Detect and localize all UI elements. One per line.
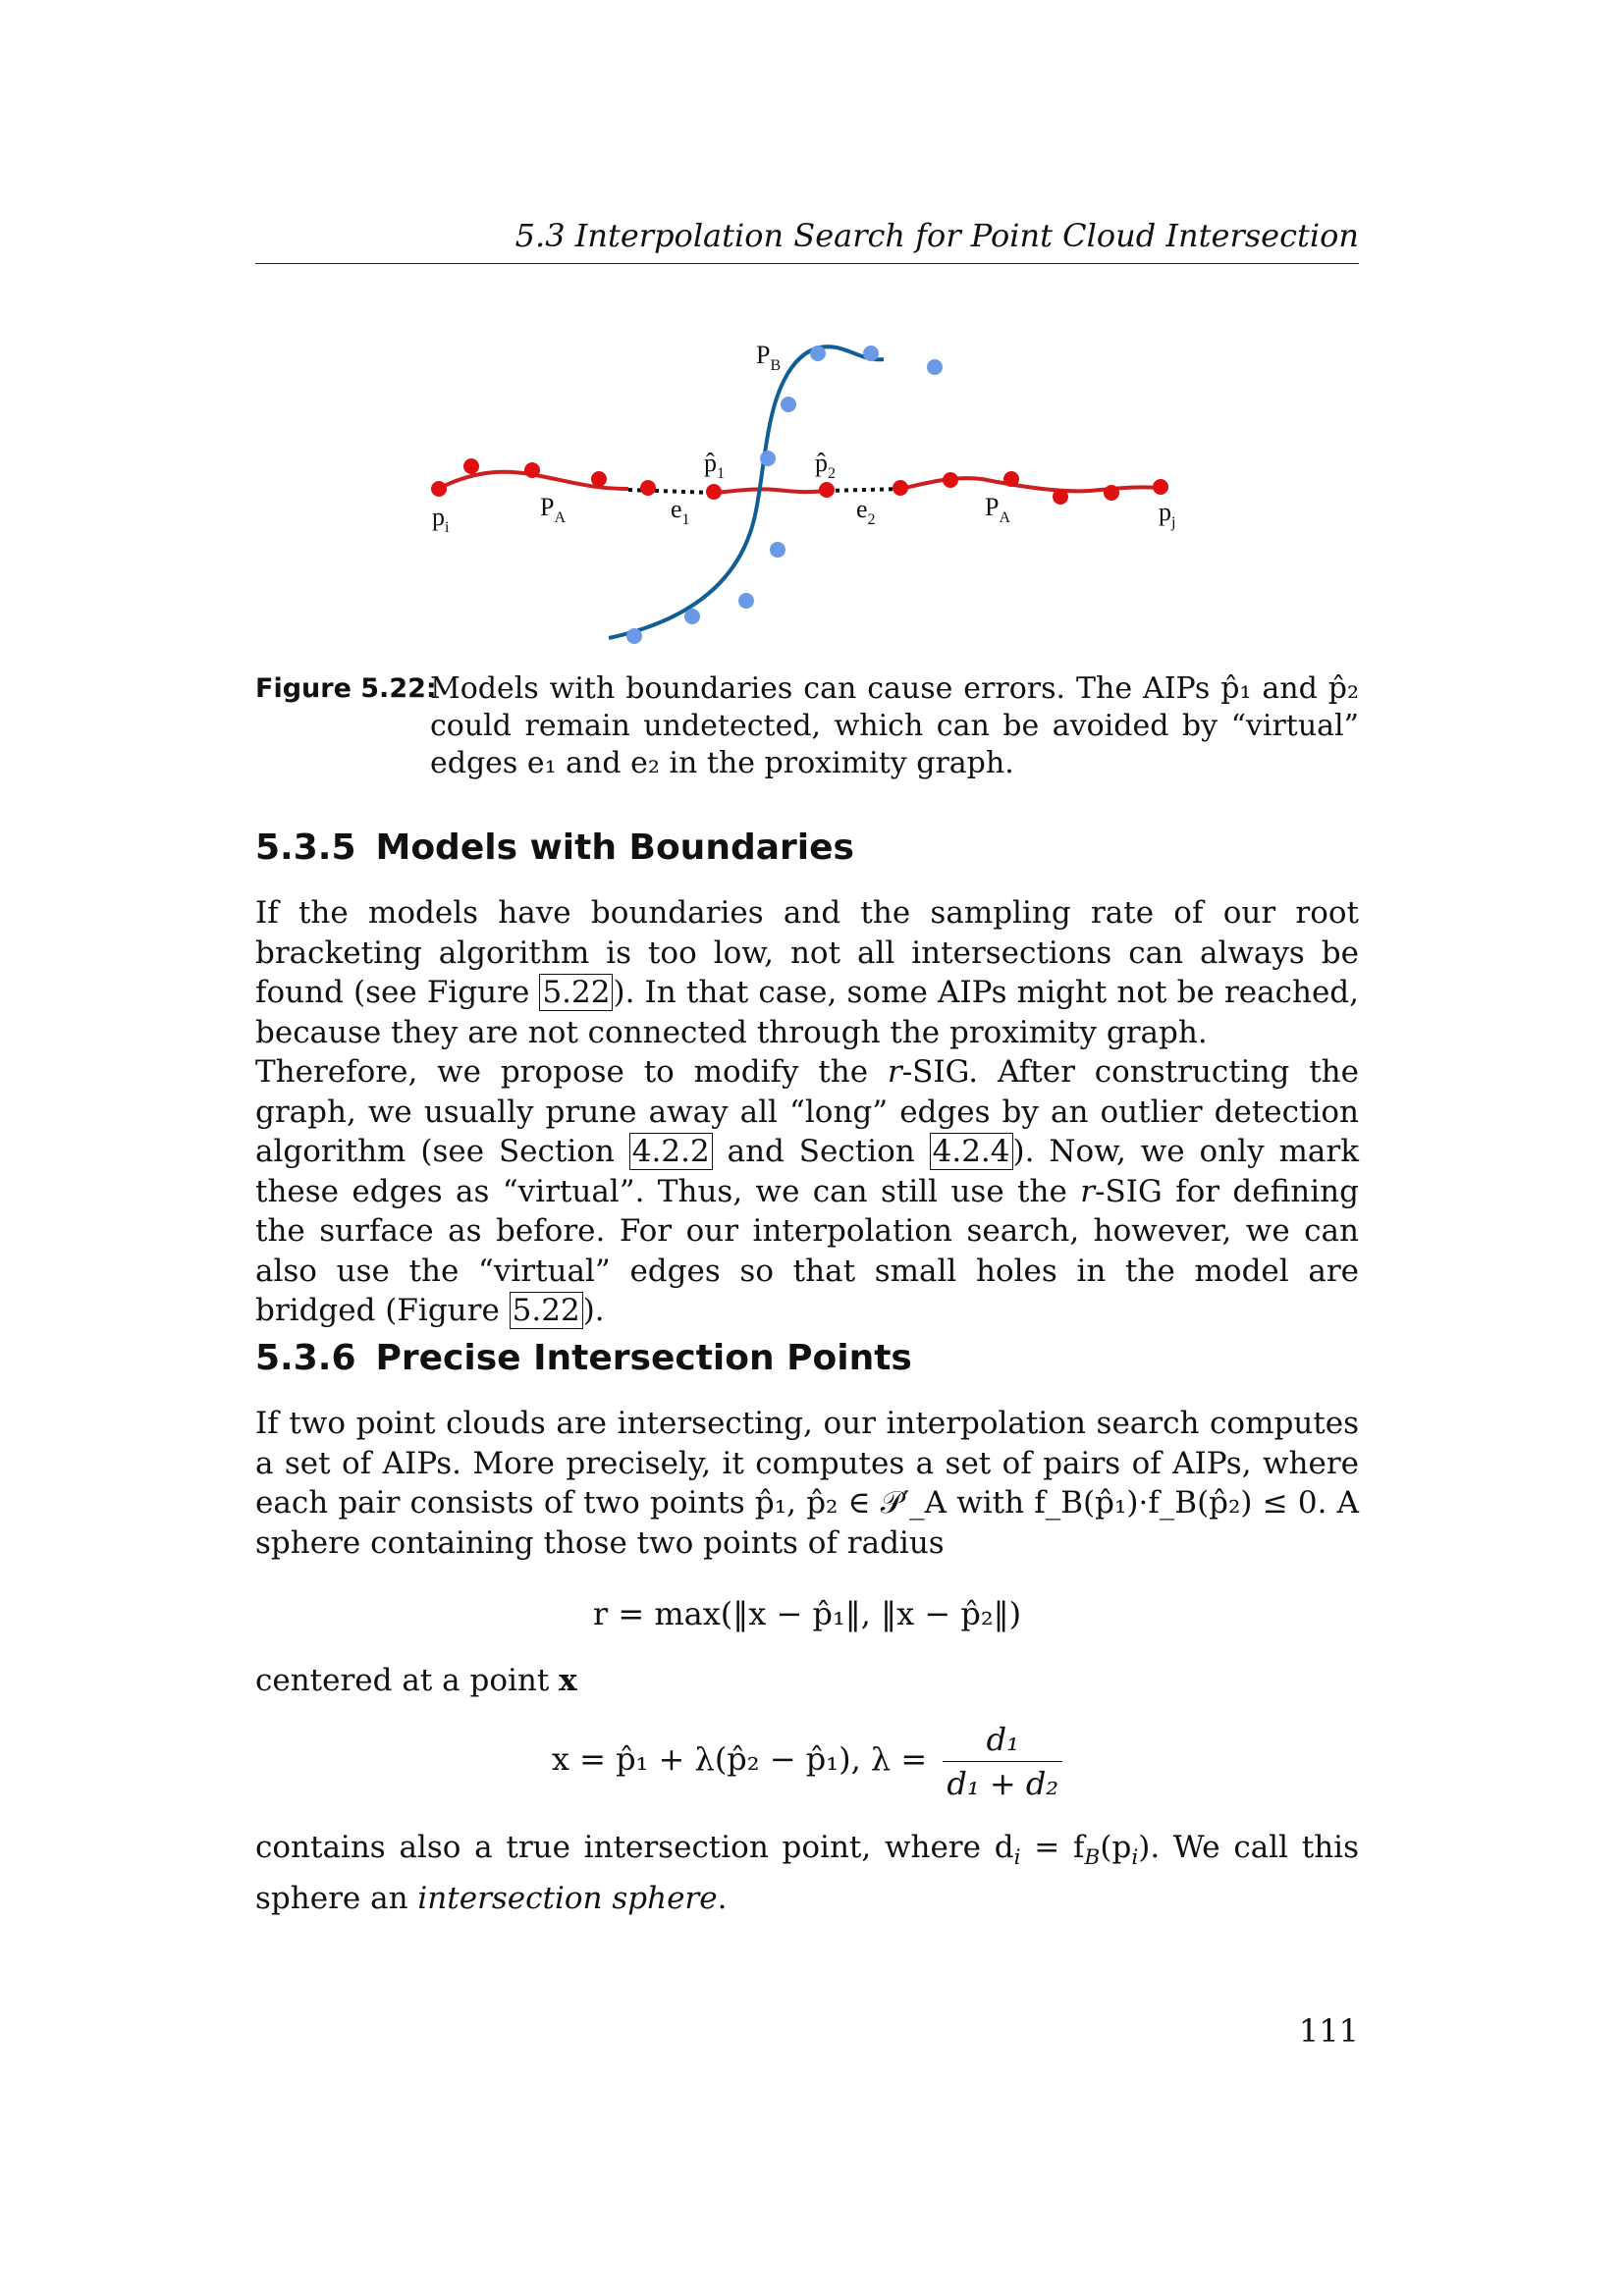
label-p2hat: $p̂_2$ [815, 449, 836, 482]
caption-label: Figure 5.22: [255, 673, 437, 704]
section-5-3-6-body [255, 1404, 1359, 1563]
section-reference-link[interactable]: 4.2.4 [930, 1133, 1013, 1170]
section-heading-5-3-6 [255, 1337, 1359, 1380]
red-curve-middle [715, 489, 827, 493]
section-5-3-5-body [255, 893, 1359, 1331]
virtual-edge-e2 [827, 489, 901, 491]
paragraph-centered: centered at a point x [255, 1663, 577, 1698]
blue-point [738, 593, 754, 609]
red-point-p2hat [819, 482, 835, 498]
blue-point [810, 346, 826, 361]
section-number: 5.3.6 [255, 1338, 356, 1378]
red-point [1003, 471, 1019, 487]
section-title: Precise Intersection Points [375, 1338, 912, 1378]
label-p1hat: $p̂_1$ [704, 449, 725, 482]
blue-point [626, 628, 642, 644]
figure-diagram [412, 334, 1218, 658]
section-reference-link[interactable]: 4.2.2 [629, 1133, 713, 1170]
equation-radius: r = max(‖x − p̂₁‖, ‖x − p̂₂‖) [592, 1595, 1022, 1632]
blue-point [684, 609, 700, 624]
red-point [524, 462, 540, 478]
red-curve-right [901, 478, 1159, 491]
blue-point [760, 451, 776, 466]
section-number: 5.3.5 [255, 828, 356, 868]
red-point [463, 458, 479, 474]
blue-point [781, 397, 796, 412]
emphasized-term: intersection sphere [417, 1880, 718, 1916]
red-point [943, 472, 958, 488]
red-point [1053, 489, 1068, 505]
paragraph: If two point clouds are intersecting, our interpolation search computes a set of AIPs. More precisely, it computes a set of pairs of AIPs, where each pair consists of two points p̂₁, p̂₂ ∈ 𝒫′_A with f_B(p̂₁)·f_B(p̂₂) ≤ 0. A sphere containing those two points of radius [255, 1406, 1359, 1561]
red-point [591, 471, 607, 487]
equation-center: x = p̂₁ + λ(p̂₂ − p̂₁), λ = $\frac{\text{d₁}}{\text{d₁ + d₂}}$ [255, 1718, 1359, 1805]
red-point-p1hat [706, 484, 722, 500]
section-title: Models with Boundaries [375, 828, 854, 868]
fraction: $\frac{\text{d₁}}{\text{d₁ + d₂}}$ [943, 1718, 1062, 1805]
blue-point [927, 359, 943, 375]
label-pb: $P_B$ [756, 341, 782, 374]
red-point [1153, 479, 1168, 495]
red-point [431, 481, 447, 497]
paragraph: Therefore, we propose to modify the r-SIG. After constructing the graph, we usually prune away all “long” edges by an outlier detection algorithm (see Section 4.2.2 and Section 4.2.4). Now, we only mark these edges as “virtual”. Thus, we can still use the r-SIG for defining the surface as before. For our interpolation search, however, we can also use the “virtual” edges so that small holes in the model are bridged (Figure 5.22). [255, 1054, 1359, 1328]
red-point [1104, 485, 1119, 501]
label-e2: $e_2$ [856, 495, 876, 528]
red-point [640, 480, 656, 496]
label-e1: $e_1$ [671, 495, 690, 528]
page-number: 111 [1298, 2012, 1359, 2050]
figure-reference-link[interactable]: 5.22 [539, 974, 613, 1011]
figure-5-22 [412, 334, 1218, 658]
red-point [893, 480, 908, 496]
figure-caption [255, 670, 1359, 782]
label-pi: $p_i$ [432, 503, 450, 536]
paragraph: If the models have boundaries and the sampling rate of our root bracketing algorithm is too low, not all intersections can always be found (see Figure 5.22). In that case, some AIPs might not be reached, because they are not connected through the proximity graph. [255, 895, 1359, 1050]
label-pj: $p_j$ [1159, 498, 1176, 531]
label-pa-right: $P_A$ [985, 493, 1011, 526]
blue-point [770, 542, 785, 558]
paragraph-conclusion: contains also a true intersection point, where $d_i = f_B(p_i)$. We call this sphere an intersection sphere. [255, 1830, 1359, 1916]
figure-reference-link[interactable]: 5.22 [510, 1292, 583, 1329]
running-header [255, 216, 1359, 264]
running-title: 5.3 Interpolation Search for Point Cloud Intersection [514, 217, 1359, 254]
blue-point [863, 346, 879, 361]
label-pa-left: $P_A$ [540, 493, 567, 526]
section-heading-5-3-5 [255, 827, 1359, 870]
caption-text: Models with boundaries can cause errors. The AIPs p̂₁ and p̂₂ could remain undetected, which can be avoided by “virtual” edges e₁ and e₂ in the proximity graph. [430, 671, 1359, 780]
